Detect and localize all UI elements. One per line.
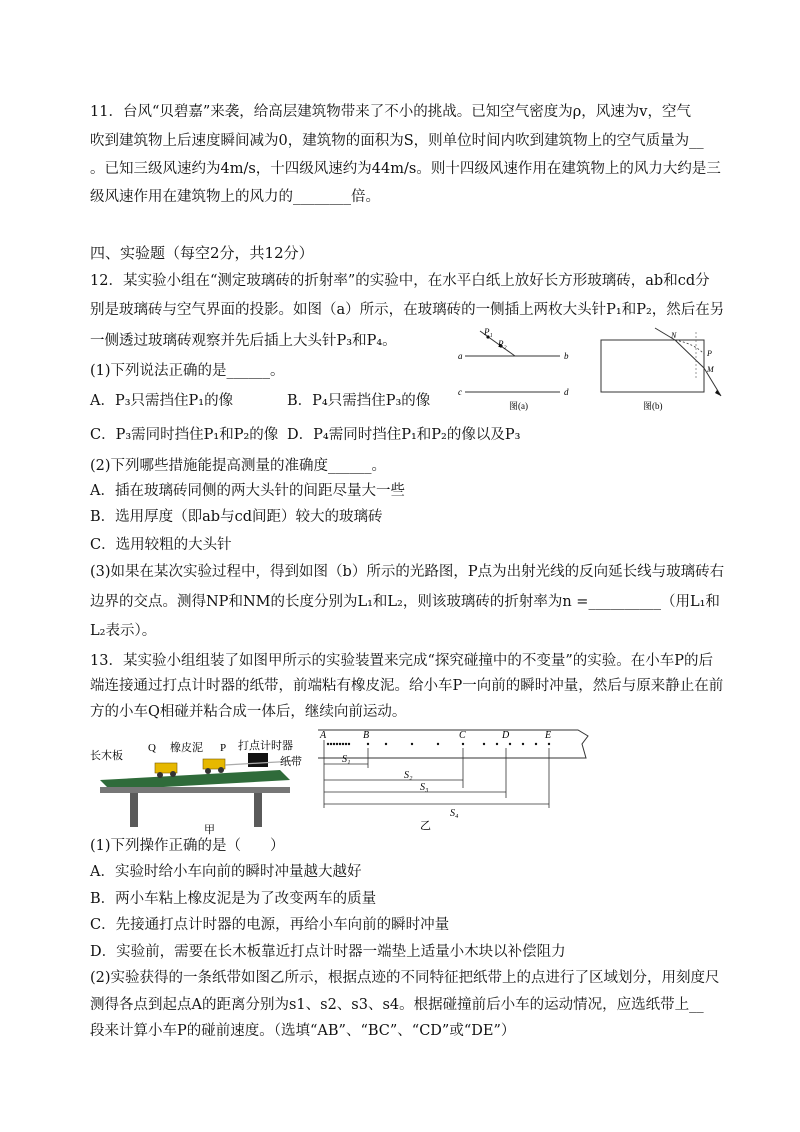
- jia-label-timer: 打点计时器: [238, 740, 293, 752]
- q12-part2-b: B．选用厚度（即ab与cd间距）较大的玻璃砖: [90, 509, 383, 525]
- fig-a-label-a: a: [458, 351, 463, 361]
- yi-caption: 乙: [420, 820, 431, 831]
- q13-part2-line-3: 段来计算小车P的碰前速度。（选填“AB”、“BC”、“CD”或“DE”）: [90, 1023, 516, 1039]
- fig-a-caption: 图(a): [509, 401, 528, 411]
- q13-part1: (1)下列操作正确的是（ ）: [90, 838, 285, 854]
- yi-label-s2: S₂: [404, 770, 413, 781]
- q12-part3-line-2: 边界的交点。测得NP和NM的长度分别为L₁和L₂，则该玻璃砖的折射率为n =__________（用L₁和: [90, 594, 720, 610]
- yi-label-c: C: [459, 730, 466, 741]
- section-title: 四、实验题（每空2分，共12分）: [90, 244, 314, 262]
- jia-label-clay: 橡皮泥: [170, 742, 203, 754]
- yi-label-d: D: [502, 730, 510, 741]
- q12-option-b: B．P₄只需挡住P₃的像: [287, 393, 431, 409]
- q12-line-2: 别是玻璃砖与空气界面的投影。如图（a）所示，在玻璃砖的一侧插上两枚大头针P₁和P₂，然后在另: [90, 302, 725, 318]
- q12-option-d: D．P₄需同时挡住P₁和P₂的像以及P₃: [287, 427, 521, 443]
- fig-b-label-m: M: [707, 365, 714, 374]
- q11-line-1: 11．台风“贝碧嘉”来袭，给高层建筑物带来了不小的挑战。已知空气密度为ρ，风速为v，空气: [90, 104, 691, 120]
- q13-line-3: 方的小车Q相碰并粘合成一体后，继续向前运动。: [90, 704, 407, 720]
- fig-b-label-p: P: [707, 349, 712, 358]
- q13-part1-b: B．两小车粘上橡皮泥是为了改变两车的质量: [90, 891, 377, 907]
- q12-part3-line-1: (3)如果在某次实验过程中，得到如图（b）所示的光路图，P点为出射光线的反向延长线与玻璃砖右: [90, 564, 725, 580]
- jia-caption: 甲: [204, 824, 215, 835]
- fig-a-label-b: b: [564, 351, 569, 361]
- yi-label-s1: S₁: [342, 754, 351, 765]
- q11-line-3: 。已知三级风速约为4m/s，十四级风速约为44m/s。则十四级风速作用在建筑物上的风力大约是三: [90, 161, 721, 177]
- q13-part1-c: C．先接通打点计时器的电源，再给小车向前的瞬时冲量: [90, 917, 450, 933]
- q13-part1-d: D．实验前，需要在长木板靠近打点计时器一端垫上适量小木块以补偿阻力: [90, 944, 566, 960]
- q13-part1-a: A．实验时给小车向前的瞬时冲量越大越好: [90, 864, 362, 880]
- q13-part2-line-1: (2)实验获得的一条纸带如图乙所示，根据点迹的不同特征把纸带上的点进行了区域划分，用刻度尺: [90, 970, 720, 986]
- q13-line-1: 13．某实验小组组装了如图甲所示的实验装置来完成“探究碰撞中的不变量”的实验。在小车P的后: [90, 653, 714, 669]
- figure-yi-tape: [316, 726, 592, 831]
- q13-part2-line-2: 测得各点到起点A的距离分别为s1、s2、s3、s4。根据碰撞前后小车的运动情况，应选纸带上__: [90, 997, 704, 1013]
- yi-label-e: E: [545, 730, 552, 741]
- yi-label-a: A: [320, 730, 327, 741]
- yi-label-b: B: [363, 730, 370, 741]
- fig-b-caption: 图(b): [643, 401, 663, 411]
- figure-jia-apparatus: [90, 735, 310, 835]
- fig-b-label-n: N: [671, 331, 677, 340]
- q11-line-4: 级风速作用在建筑物上的风力的________倍。: [90, 189, 380, 205]
- q12-part2-c: C．选用较粗的大头针: [90, 537, 232, 553]
- q12-part2-a: A．插在玻璃砖同侧的两大头针的间距尽量大一些: [90, 483, 405, 499]
- jia-label-p: P: [220, 742, 227, 754]
- q13-line-2: 端连接通过打点计时器的纸带，前端粘有橡皮泥。给小车P一向前的瞬时冲量，然后与原来静止在前: [90, 678, 724, 694]
- q12-part3-line-3: L₂表示）。: [90, 623, 157, 639]
- q12-line-3: 一侧透过玻璃砖观察并先后插上大头针P₃和P₄。: [90, 333, 397, 349]
- yi-label-s3: S₃: [420, 782, 429, 793]
- q12-option-a: A．P₃只需挡住P₁的像: [90, 393, 234, 409]
- q11-line-2: 吹到建筑物上后速度瞬间减为0，建筑物的面积为S，则单位时间内吹到建筑物上的空气质量为__: [90, 133, 704, 149]
- fig-a-label-p2: P₂: [498, 339, 507, 349]
- q12-part2: (2)下列哪些措施能提高测量的准确度______。: [90, 458, 387, 474]
- fig-a-label-c: c: [458, 387, 462, 397]
- figure-b-diagram: [597, 326, 727, 416]
- q12-option-c: C．P₃需同时挡住P₁和P₂的像: [90, 427, 279, 443]
- q12-part1: (1)下列说法正确的是______。: [90, 363, 285, 379]
- jia-label-q: Q: [148, 742, 156, 754]
- fig-a-label-p1: P₁: [484, 327, 493, 337]
- fig-a-label-d: d: [564, 387, 569, 397]
- q12-line-1: 12．某实验小组在“测定玻璃砖的折射率”的实验中，在水平白纸上放好长方形玻璃砖，ab和cd分: [90, 273, 710, 289]
- yi-label-s4: S₄: [450, 808, 459, 819]
- jia-label-tape: 纸带: [280, 756, 302, 768]
- figure-a-diagram: [455, 325, 590, 415]
- jia-label-board: 长木板: [90, 750, 123, 762]
